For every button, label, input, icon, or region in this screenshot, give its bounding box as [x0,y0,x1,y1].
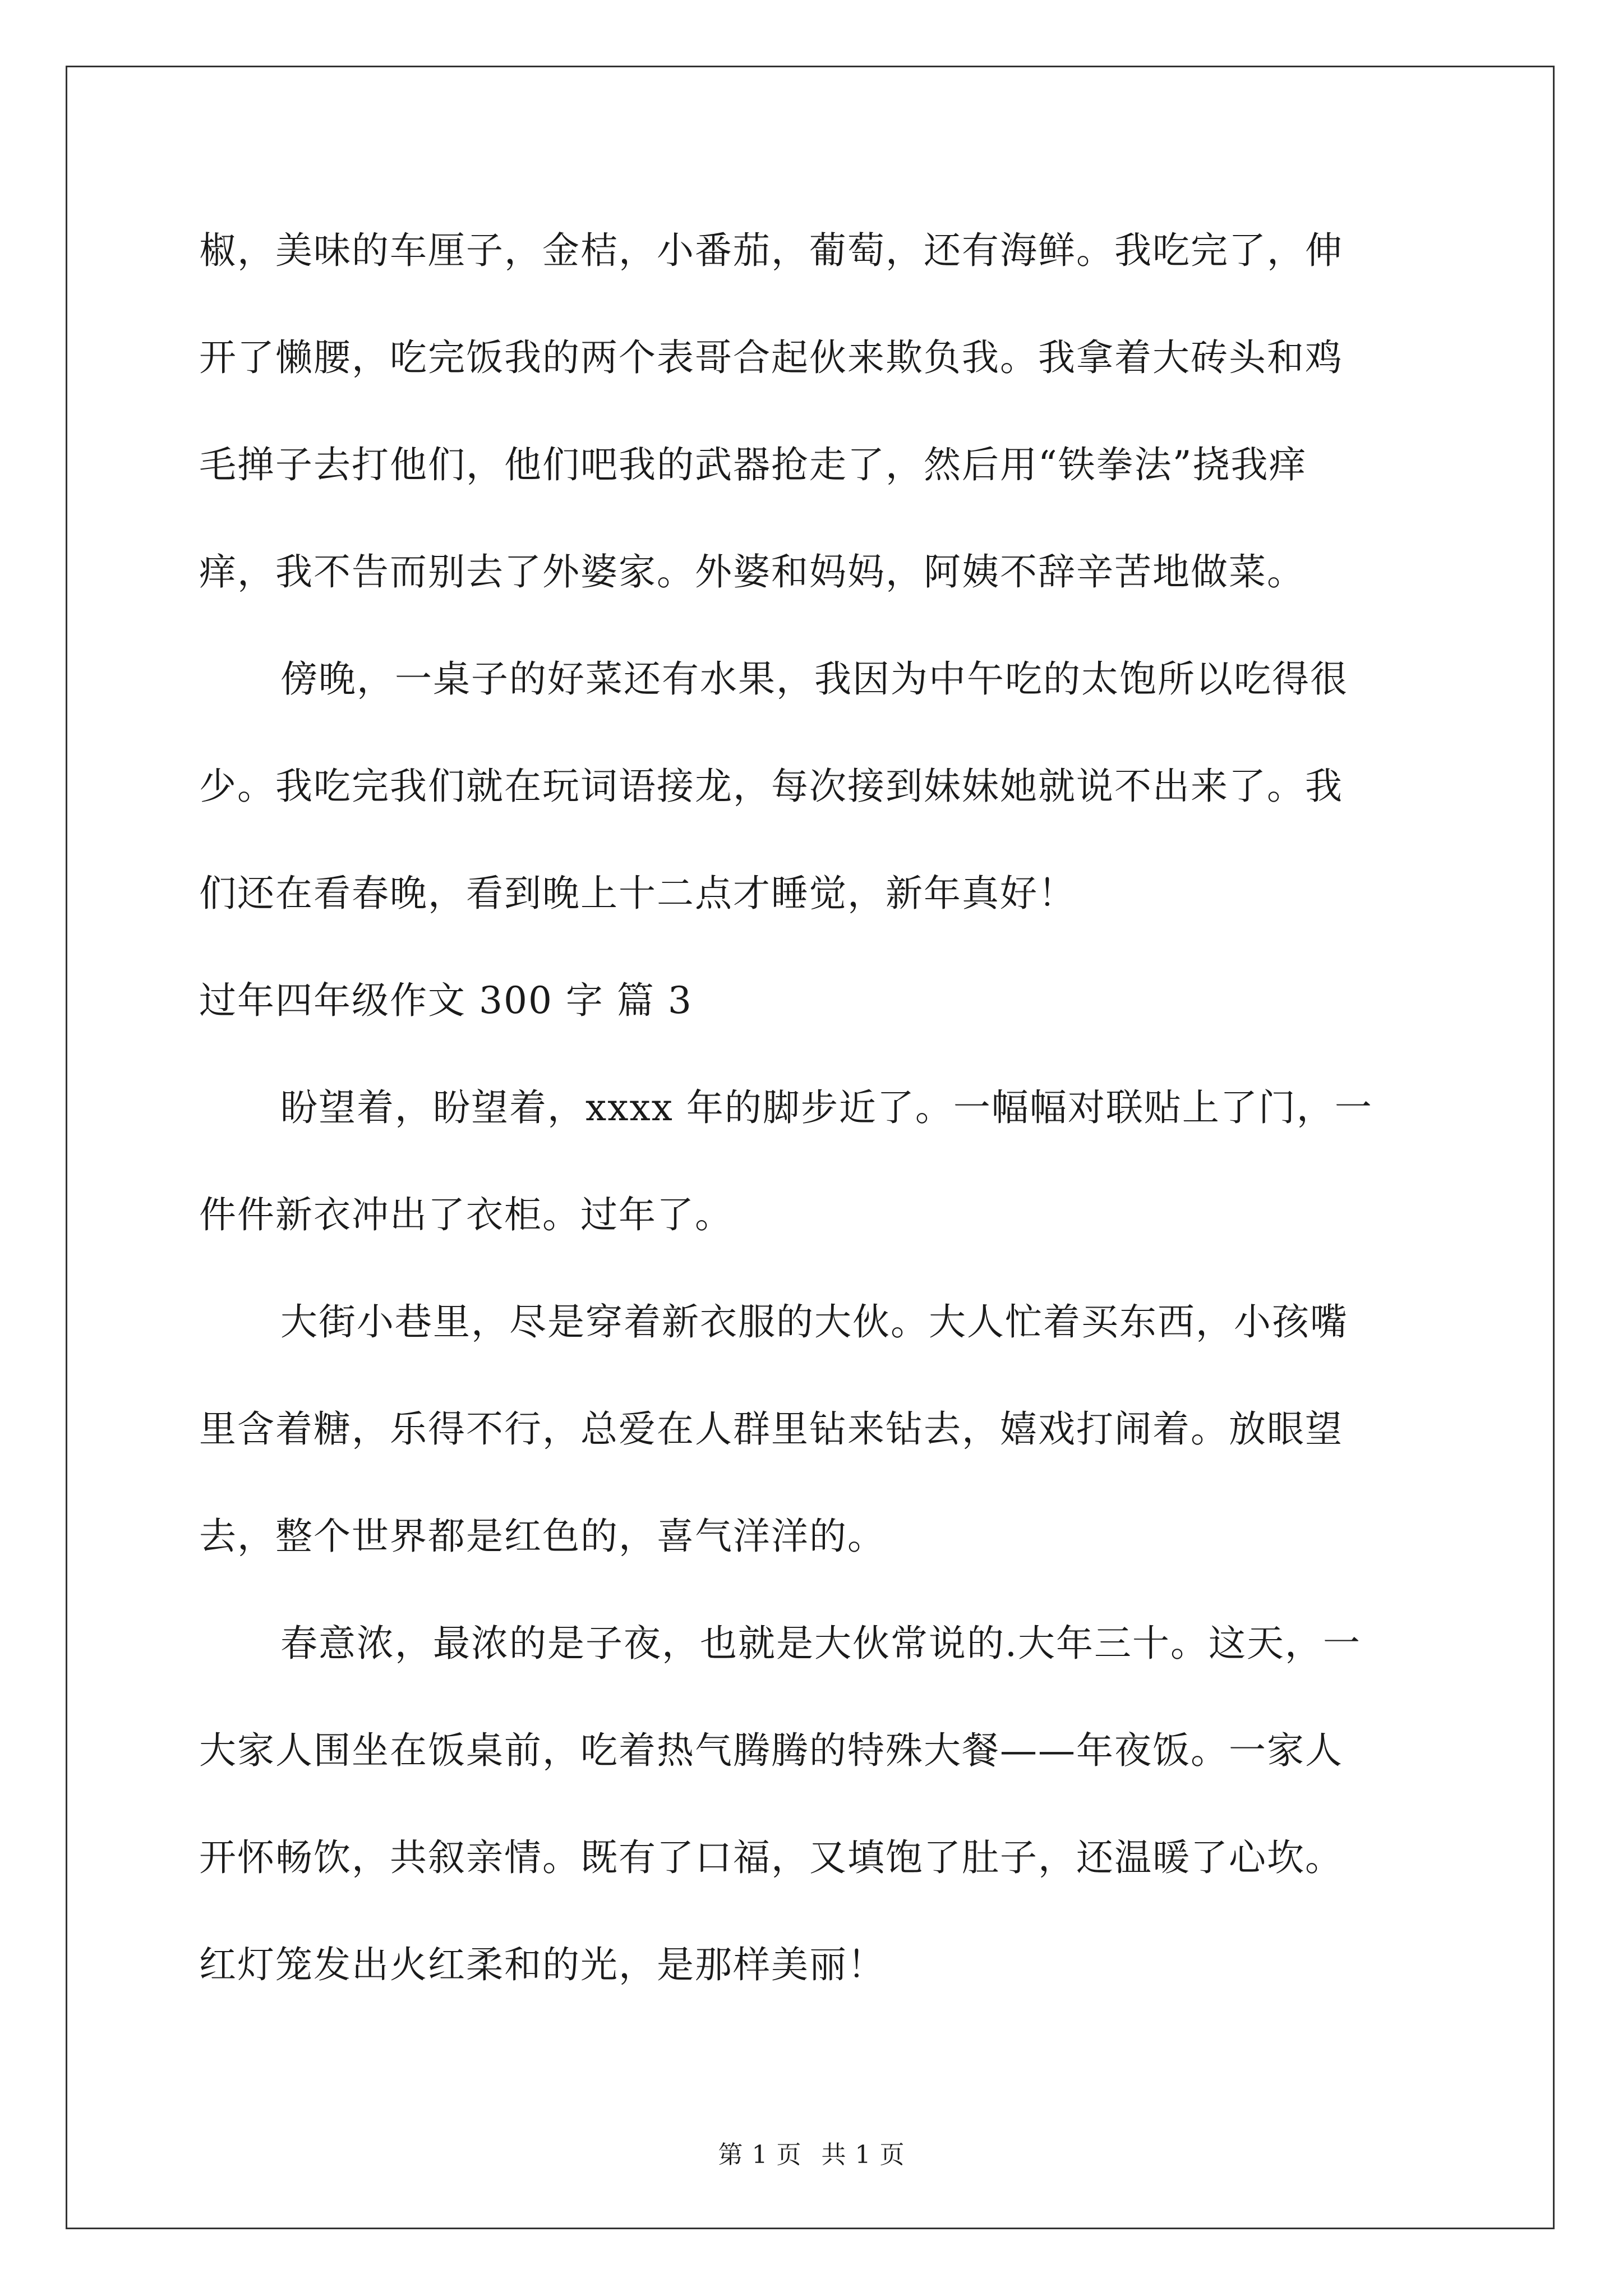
paragraph-first-line: 傍晚，一桌子的好菜还有水果，我因为中午吃的太饱所以吃得很 [280,657,1348,701]
paragraph-first-line: 盼望着，盼望着，xxxx 年的脚步近了。一幅幅对联贴上了门，一 [280,1086,1373,1129]
text-line: 去，整个世界都是红色的，喜气洋洋的。 [199,1515,886,1558]
text-line: 开怀畅饮，共叙亲情。既有了口福，又填饱了肚子，还温暖了心坎。 [199,1836,1343,1879]
paragraph-first-line: 春意浓，最浓的是子夜，也就是大伙常说的.大年三十。这天，一 [280,1622,1361,1665]
text-line: 少。我吃完我们就在玩词语接龙，每次接到妹妹她就说不出来了。我 [199,765,1343,808]
text-line: 红灯笼发出火红柔和的光，是那样美丽！ [199,1943,886,1986]
page-number: 第 1 页 [718,2141,802,2169]
text-line: 件件新衣冲出了衣柜。过年了。 [199,1193,733,1236]
document-body [199,197,1433,2018]
text-line: 毛掸子去打他们，他们吧我的武器抢走了，然后用“铁拳法”挠我痒 [199,443,1307,486]
text-line: 椒，美味的车厘子，金桔，小番茄，葡萄，还有海鲜。我吃完了，伸 [199,229,1343,272]
page-footer [0,2134,1623,2170]
text-line: 里含着糖，乐得不行，总爱在人群里钻来钻去，嬉戏打闹着。放眼望 [199,1407,1343,1451]
text-line: 开了懒腰，吃完饭我的两个表哥合起伙来欺负我。我拿着大砖头和鸡 [199,336,1343,379]
page-total: 共 1 页 [821,2141,905,2169]
text-line: 痒，我不告而别去了外婆家。外婆和妈妈，阿姨不辞辛苦地做菜。 [199,550,1305,593]
paragraph-first-line: 大街小巷里，尽是穿着新衣服的大伙。大人忙着买东西，小孩嘴 [280,1300,1348,1343]
text-line: 大家人围坐在饭桌前，吃着热气腾腾的特殊大餐——年夜饭。一家人 [199,1729,1343,1772]
section-heading: 过年四年级作文 300 字 篇 3 [199,979,693,1022]
text-line: 们还在看春晚，看到晚上十二点才睡觉，新年真好！ [199,872,1076,915]
